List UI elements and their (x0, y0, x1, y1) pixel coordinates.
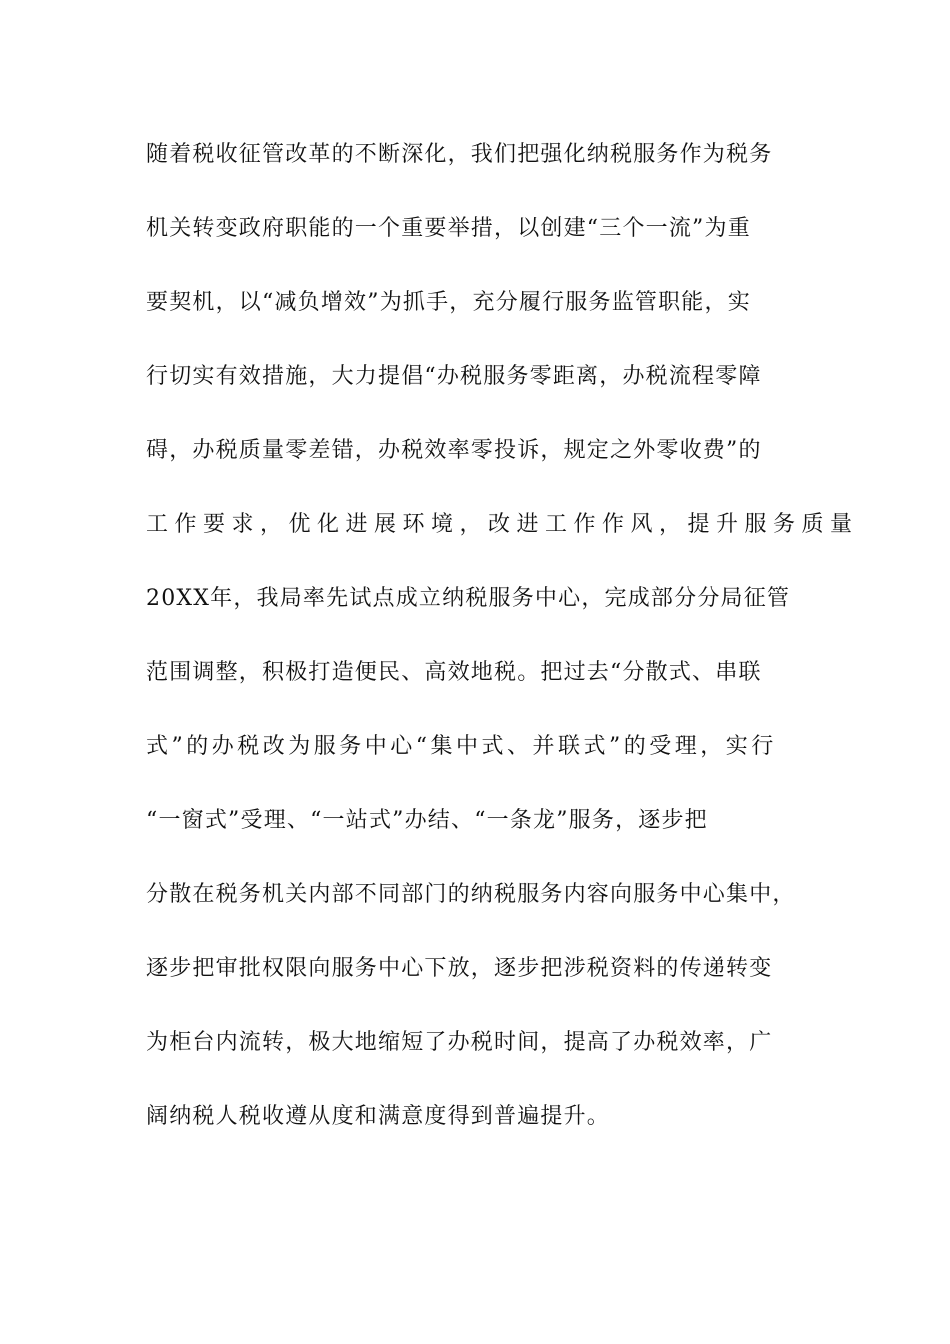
paragraph-line: 分散在税务机关内部不同部门的纳税服务内容向服务中心集中， (146, 882, 796, 907)
paragraph-line: 逐步把审批权限向服务中心下放，逐步把涉税资料的传递转变 (146, 956, 773, 981)
paragraph-line: 要契机，以“减负增效”为抓手，充分履行服务监管职能，实 (146, 290, 751, 315)
body-paragraph (146, 132, 859, 1168)
paragraph-line: 行切实有效措施，大力提倡“办税服务零距离，办税流程零障 (146, 364, 762, 389)
paragraph-line: “一窗式”受理、“一站式”办结、“一条龙”服务，逐步把 (146, 808, 708, 833)
paragraph-line: 范围调整，积极打造便民、高效地税。把过去“分散式、串联 (146, 660, 762, 685)
paragraph-line: 机关转变政府职能的一个重要举措，以创建“三个一流”为重 (146, 216, 751, 241)
paragraph-line: 阔纳税人税收遵从度和满意度得到普遍提升。 (146, 1104, 611, 1129)
paragraph-line: 20XX年，我局率先试点成立纳税服务中心，完成部分分局征管 (146, 586, 791, 611)
paragraph-line: 随着税收征管改革的不断深化，我们把强化纳税服务作为税务 (146, 142, 773, 167)
paragraph-line: 工作要求，优化进展环境，改进工作作风，提升服务质量 (146, 512, 859, 537)
paragraph-line: 碍，办税质量零差错，办税效率零投诉，规定之外零收费”的 (146, 438, 762, 463)
paragraph-line: 式”的办税改为服务中心“集中式、并联式”的受理，实行 (146, 734, 777, 759)
paragraph-line: 为柜台内流转，极大地缩短了办税时间，提高了办税效率，广 (146, 1030, 773, 1055)
